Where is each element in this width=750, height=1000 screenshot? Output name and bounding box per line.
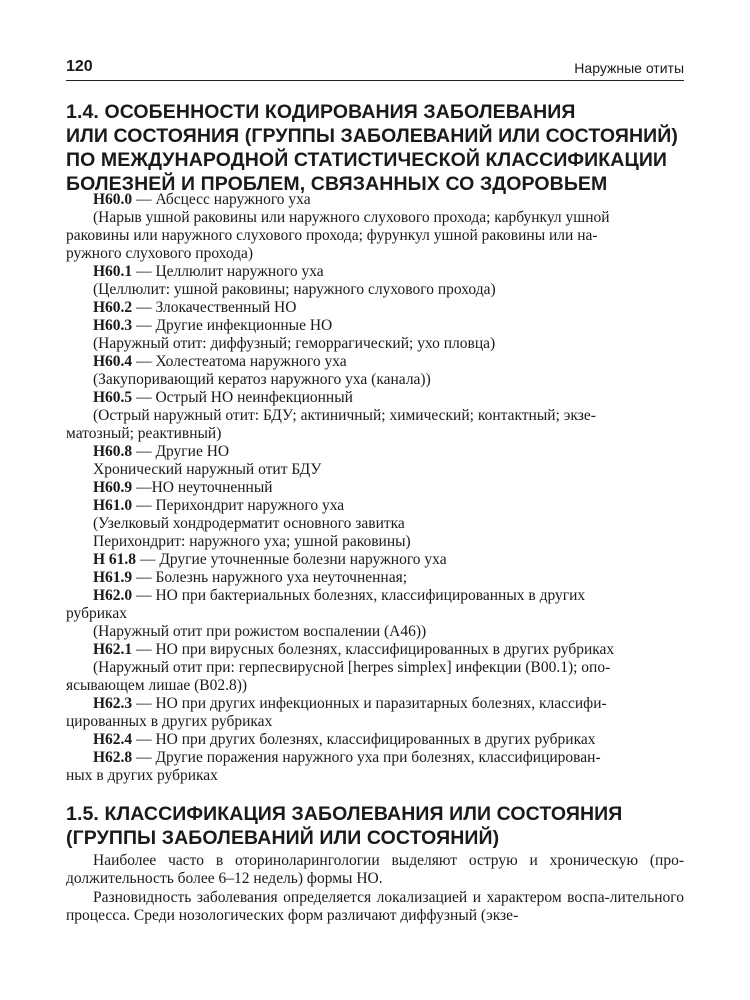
entry-text: ясывающем лишае (B02.8)) (66, 677, 248, 694)
icd-code-entry (66, 587, 684, 605)
heading-line: БОЛЕЗНЕЙ И ПРОБЛЕМ, СВЯЗАННЫХ СО ЗДОРОВЬЕМ (66, 173, 608, 195)
icd-note-line (66, 227, 684, 245)
section-body (66, 852, 684, 926)
entry-text: — Целлюлит наружного уха (132, 263, 324, 280)
entry-text: — Острый НО неинфекционный (132, 389, 353, 406)
icd-code: H60.2 (93, 299, 133, 316)
icd-code: H61.9 (93, 569, 133, 586)
entry-text: — Злокачественный НО (132, 299, 297, 316)
heading-line: ИЛИ СОСТОЯНИЯ (ГРУППЫ ЗАБОЛЕВАНИЙ ИЛИ СОСТОЯНИЙ) (66, 125, 679, 147)
running-title: Наружные отиты (574, 60, 684, 76)
icd-note-line (66, 425, 684, 443)
icd-code-entry (66, 551, 684, 569)
icd-code: H61.0 (93, 497, 133, 514)
header-rule (66, 80, 684, 81)
entry-text: (Целлюлит: ушной раковины; наружного слухового прохода) (93, 281, 496, 298)
entry-text: (Наружный отит при: герпесвирусной [herpes simplex] инфекции (B00.1); опо- (93, 659, 611, 676)
icd-note-line (66, 767, 684, 785)
icd-note-line (66, 461, 684, 479)
section-heading-1-5 (66, 802, 686, 850)
entry-text: — Другие поражения наружного уха при болезнях, классифицирован- (132, 749, 601, 766)
icd-code-entry (66, 299, 684, 317)
entry-text: ных в других рубриках (66, 767, 218, 784)
icd-note-line (66, 335, 684, 353)
entry-text: — Другие уточненные болезни наружного уха (136, 551, 447, 568)
icd-code-entry (66, 353, 684, 371)
heading-line: (ГРУППЫ ЗАБОЛЕВАНИЙ ИЛИ СОСТОЯНИЙ) (66, 827, 500, 849)
entry-text: — Абсцесс наружного уха (132, 191, 311, 208)
icd-code: H62.0 (93, 587, 133, 604)
entry-text: (Наружный отит при рожистом воспалении (A46)) (93, 623, 427, 640)
icd-code-list (66, 191, 684, 785)
icd-code-entry (66, 443, 684, 461)
entry-text: — Перихондрит наружного уха (132, 497, 345, 514)
entry-text: раковины или наружного слухового прохода; фурункул ушной раковины или на- (66, 227, 598, 244)
heading-line: 1.5. КЛАССИФИКАЦИЯ ЗАБОЛЕВАНИЯ ИЛИ СОСТОЯНИЯ (66, 803, 623, 825)
entry-text: — НО при других болезнях, классифицированных в других рубриках (132, 731, 596, 748)
icd-code-entry (66, 731, 684, 749)
entry-text: (Узелковый хондродерматит основного завитка (93, 515, 405, 532)
icd-note-line (66, 281, 684, 299)
icd-code-entry (66, 389, 684, 407)
icd-note-line (66, 407, 684, 425)
entry-text: (Наружный отит: диффузный; геморрагический; ухо пловца) (93, 335, 496, 352)
entry-text: —НО неуточненный (132, 479, 273, 496)
entry-text: рубриках (66, 605, 127, 622)
entry-text: (Закупоривающий кератоз наружного уха (канала)) (93, 371, 431, 388)
heading-line: ПО МЕЖДУНАРОДНОЙ СТАТИСТИЧЕСКОЙ КЛАССИФИКАЦИИ (66, 149, 668, 171)
icd-code: H62.3 (93, 695, 133, 712)
icd-code-entry (66, 695, 684, 713)
icd-code: H60.1 (93, 263, 133, 280)
icd-code: H60.0 (93, 191, 133, 208)
icd-note-line (66, 677, 684, 695)
icd-code: H62.1 (93, 641, 133, 658)
icd-note-line (66, 515, 684, 533)
entry-text: — Другие инфекционные НО (132, 317, 333, 334)
icd-code-entry (66, 749, 684, 767)
icd-code: H60.4 (93, 353, 133, 370)
entry-text: — НО при вирусных болезнях, классифицированных в других рубриках (132, 641, 615, 658)
entry-text: Хронический наружный отит БДУ (93, 461, 322, 478)
entry-text: — НО при других инфекционных и паразитарных болезнях, классифи- (132, 695, 607, 712)
entry-text: — Болезнь наружного уха неуточненная; (132, 569, 408, 586)
entry-text: — Другие НО (132, 443, 230, 460)
heading-line: 1.4. ОСОБЕННОСТИ КОДИРОВАНИЯ ЗАБОЛЕВАНИЯ (66, 101, 576, 123)
icd-code-entry (66, 191, 684, 209)
icd-code: H 61.8 (93, 551, 137, 568)
icd-code-entry (66, 317, 684, 335)
icd-note-line (66, 605, 684, 623)
icd-code: H62.4 (93, 731, 133, 748)
icd-note-line (66, 623, 684, 641)
section-heading-1-4 (66, 100, 686, 196)
icd-note-line (66, 371, 684, 389)
paragraph: Разновидность заболевания определяется локализацией и характером воспа-лительного процесса. Среди нозологических форм различают диффузный (экзе- (66, 889, 684, 924)
paragraph: Наиболее часто в оториноларингологии выделяют острую и хроническую (про-должительность более 6–12 недель) формы НО. (66, 852, 684, 887)
entry-text: — НО при бактериальных болезнях, классифицированных в других (132, 587, 586, 604)
icd-code-entry (66, 497, 684, 515)
icd-code: H60.8 (93, 443, 133, 460)
icd-note-line (66, 713, 684, 731)
icd-code: H60.3 (93, 317, 133, 334)
entry-text: Перихондрит: наружного уха; ушной раковины) (93, 533, 411, 550)
icd-note-line (66, 245, 684, 263)
entry-text: — Холестеатома наружного уха (132, 353, 347, 370)
entry-text: ружного слухового прохода) (66, 245, 254, 262)
icd-code-entry (66, 569, 684, 587)
icd-code-entry (66, 641, 684, 659)
icd-code-entry (66, 479, 684, 497)
icd-code: H62.8 (93, 749, 133, 766)
entry-text: матозный; реактивный) (66, 425, 222, 442)
page-number: 120 (66, 58, 93, 75)
icd-note-line (66, 659, 684, 677)
page-header (66, 58, 684, 76)
entry-text: (Острый наружный отит: БДУ; актиничный; химический; контактный; экзе- (93, 407, 596, 424)
icd-note-line (66, 209, 684, 227)
icd-code: H60.5 (93, 389, 133, 406)
icd-note-line (66, 533, 684, 551)
entry-text: (Нарыв ушной раковины или наружного слухового прохода; карбункул ушной (93, 209, 610, 226)
entry-text: цированных в других рубриках (66, 713, 273, 730)
icd-code: H60.9 (93, 479, 133, 496)
icd-code-entry (66, 263, 684, 281)
